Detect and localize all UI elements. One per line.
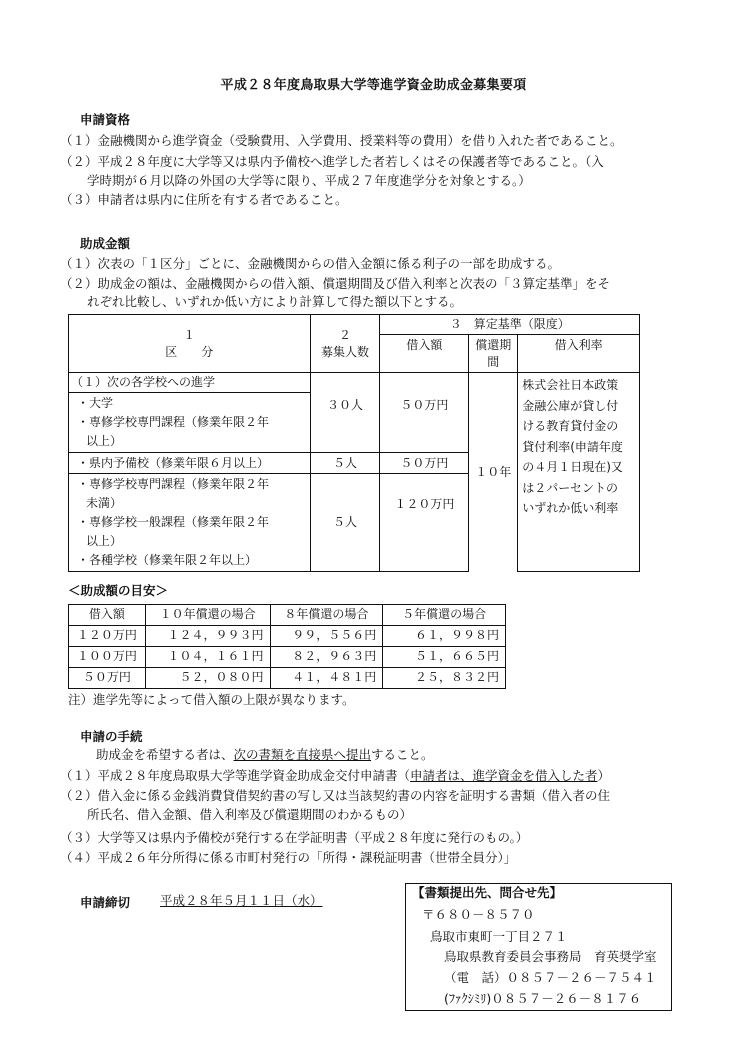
contact-address: 鳥取市東町一丁目２７１ <box>430 929 568 944</box>
estimate-cell: ５２，０８０円 <box>145 668 270 689</box>
table-row <box>69 668 506 689</box>
row1-line-b: ・専修学校専門課程（修業年限２年 <box>77 415 270 429</box>
rate-line-7: いずれか低い利率 <box>522 501 619 515</box>
repayment-period: １０年 <box>469 373 518 572</box>
procedure-item-1-c: ） <box>597 768 611 783</box>
procedure-heading: 申請の手続 <box>80 729 143 744</box>
header-category-number: １ <box>183 327 196 342</box>
subsidy-item-2-cont: れぞれ比較し、いずれか低い方により計算して得た額以下とする。 <box>87 294 463 309</box>
estimate-note: 注）進学先等によって借入額の上限が異なります。 <box>68 692 355 707</box>
deadline-value: 平成２８年５月１１日（水） <box>160 893 323 908</box>
procedure-intro-a: 助成金を希望する者は、 <box>96 747 234 762</box>
procedure-item-2-cont: 所氏名、借入金額、借入利率及び償還期間のわかるもの） <box>87 807 413 822</box>
category-row-3 <box>69 474 311 572</box>
row1-capacity: ３０人 <box>310 393 380 453</box>
procedure-item-1 <box>60 767 610 785</box>
contact-postal: 〒６８０－８５７０ <box>422 907 535 922</box>
row2-amount: ５０万円 <box>380 453 469 474</box>
header-repayment-period-b: 間 <box>487 355 500 369</box>
eligibility-item-3: （３）申請者は県内に住所を有する者であること。 <box>60 192 348 207</box>
rate-line-1: 株式会社日本政策 <box>522 378 619 392</box>
row2-capacity: ５人 <box>310 453 380 474</box>
estimate-cell: ４１，４８１円 <box>270 668 383 689</box>
header-category-label: 区 分 <box>165 344 214 359</box>
procedure-intro-b: 次の書類を直接県へ提出 <box>233 747 372 762</box>
interest-rate <box>518 373 640 572</box>
estimate-cell: ９９，５５６円 <box>270 626 383 647</box>
estimate-header-10y: １０年償還の場合 <box>145 605 270 626</box>
estimate-header-amount: 借入額 <box>69 605 146 626</box>
subsidy-item-1: （１）次表の「１区分」ごとに、金融機関からの借入金額に係る利子の一部を助成する。 <box>60 256 561 271</box>
row3-line-b: 未満） <box>86 496 123 510</box>
row3-line-c: ・専修学校一般課程（修業年限２年 <box>77 515 270 529</box>
category-row-2: ・県内予備校（修業年限６月以上） <box>69 453 311 474</box>
document-title: 平成２８年度鳥取県大学等進学資金助成金募集要項 <box>220 78 527 93</box>
row3-line-e: ・各種学校（修業年限２年以上） <box>77 553 258 567</box>
header-capacity <box>310 315 380 373</box>
procedure-intro-c: すること。 <box>371 747 434 762</box>
procedure-item-3: （３）大学等又は県内予備校が発行する在学証明書（平成２８年度に発行のもの。） <box>60 830 529 845</box>
procedure-intro <box>96 746 434 764</box>
group-title: （１）次の各学校への進学 <box>69 373 311 393</box>
header-criteria: ３ 算定基準（限度） <box>380 315 640 335</box>
rate-line-2: 金融公庫が貸し付 <box>522 398 619 413</box>
header-capacity-number: ２ <box>338 327 351 342</box>
row3-capacity: ５人 <box>310 474 380 572</box>
procedure-item-1-a: （１）平成２８年度鳥取県大学等進学資金助成金交付申請書（ <box>60 768 411 783</box>
estimate-cell: ８２，９６３円 <box>270 647 383 668</box>
contact-fax: (ﾌｧｸｼﾐﾘ)０８５７－２６－８１７６ <box>444 991 642 1006</box>
estimate-header-8y: ８年償還の場合 <box>270 605 383 626</box>
contact-box <box>405 883 672 1011</box>
procedure-item-1-b: 申請者は、進学資金を借入した者 <box>410 768 598 783</box>
eligibility-item-1: （１）金融機関から進学資金（受験費用、入学費用、授業料等の費用）を借り入れた者であること。 <box>60 133 623 148</box>
header-capacity-label: 募集人数 <box>320 344 369 359</box>
table-row <box>69 647 506 668</box>
subsidy-heading: 助成金額 <box>80 236 131 251</box>
procedure-item-2: （２）借入金に係る金銭消費貸借契約書の写し又は当該契約書の内容を証明する書類（借入者の住 <box>60 788 611 803</box>
row1-amount: ５０万円 <box>380 393 469 453</box>
category-row-1 <box>69 393 311 453</box>
estimate-table <box>68 604 506 689</box>
rate-line-3: ける教育貸付金の <box>522 419 619 433</box>
estimate-cell: ６１，９９８円 <box>383 626 506 647</box>
header-repayment-period <box>469 335 518 373</box>
eligibility-item-2: （２）平成２８年度に大学等又は県内予備校へ進学した者若しくはその保護者等であること。（入 <box>60 154 604 169</box>
estimate-cell: １００万円 <box>69 647 146 668</box>
estimate-cell: ５０万円 <box>69 668 146 689</box>
estimate-cell: １２０万円 <box>69 626 146 647</box>
header-loan-amount: 借入額 <box>380 335 469 373</box>
deadline-label: 申請締切 <box>80 895 131 910</box>
estimate-cell: ５１，６６５円 <box>383 647 506 668</box>
estimate-heading: ＜助成額の目安＞ <box>68 583 169 598</box>
header-repayment-period-a: 償還期 <box>475 338 512 352</box>
estimate-cell: １２４，９９３円 <box>145 626 270 647</box>
estimate-cell: ２５，８３２円 <box>383 668 506 689</box>
header-interest-rate: 借入利率 <box>518 335 640 373</box>
subsidy-item-2: （２）助成金の額は、金融機関からの借入額、償還期間及び借入利率と次表の「３算定基準」をそ <box>60 276 611 291</box>
contact-tel: （電 話）０８５７－２６－７５４１ <box>444 970 657 985</box>
procedure-item-4: （４）平成２６年分所得に係る市町村発行の「所得・課税証明書（世帯全員分）」 <box>60 850 517 865</box>
contact-heading: 【書類提出先、問合せ先】 <box>412 885 563 900</box>
row3-line-d: 以上） <box>86 534 123 548</box>
table-row <box>69 626 506 647</box>
row3-line-a: ・専修学校専門課程（修業年限２年 <box>77 477 270 491</box>
eligibility-heading: 申請資格 <box>80 112 131 127</box>
criteria-table <box>68 314 640 572</box>
row1-line-c: 以上） <box>86 434 123 448</box>
contact-office: 鳥取県教育委員会事務局 育英奨学室 <box>444 949 657 964</box>
rate-line-5: の４月１日現在)又 <box>522 460 623 474</box>
header-category <box>69 315 311 373</box>
row3-amount: １２０万円 <box>380 474 469 572</box>
row1-line-a: ・大学 <box>77 396 114 410</box>
rate-line-6: は２パーセントの <box>522 480 618 495</box>
estimate-cell: １０４，１６１円 <box>145 647 270 668</box>
estimate-header-5y: ５年償還の場合 <box>383 605 506 626</box>
rate-line-4: 貸付利率(申請年度 <box>522 439 623 454</box>
eligibility-item-2-cont: 学時期が６月以降の外国の大学等に限り、平成２７年度進学分を対象とする。） <box>87 173 531 188</box>
